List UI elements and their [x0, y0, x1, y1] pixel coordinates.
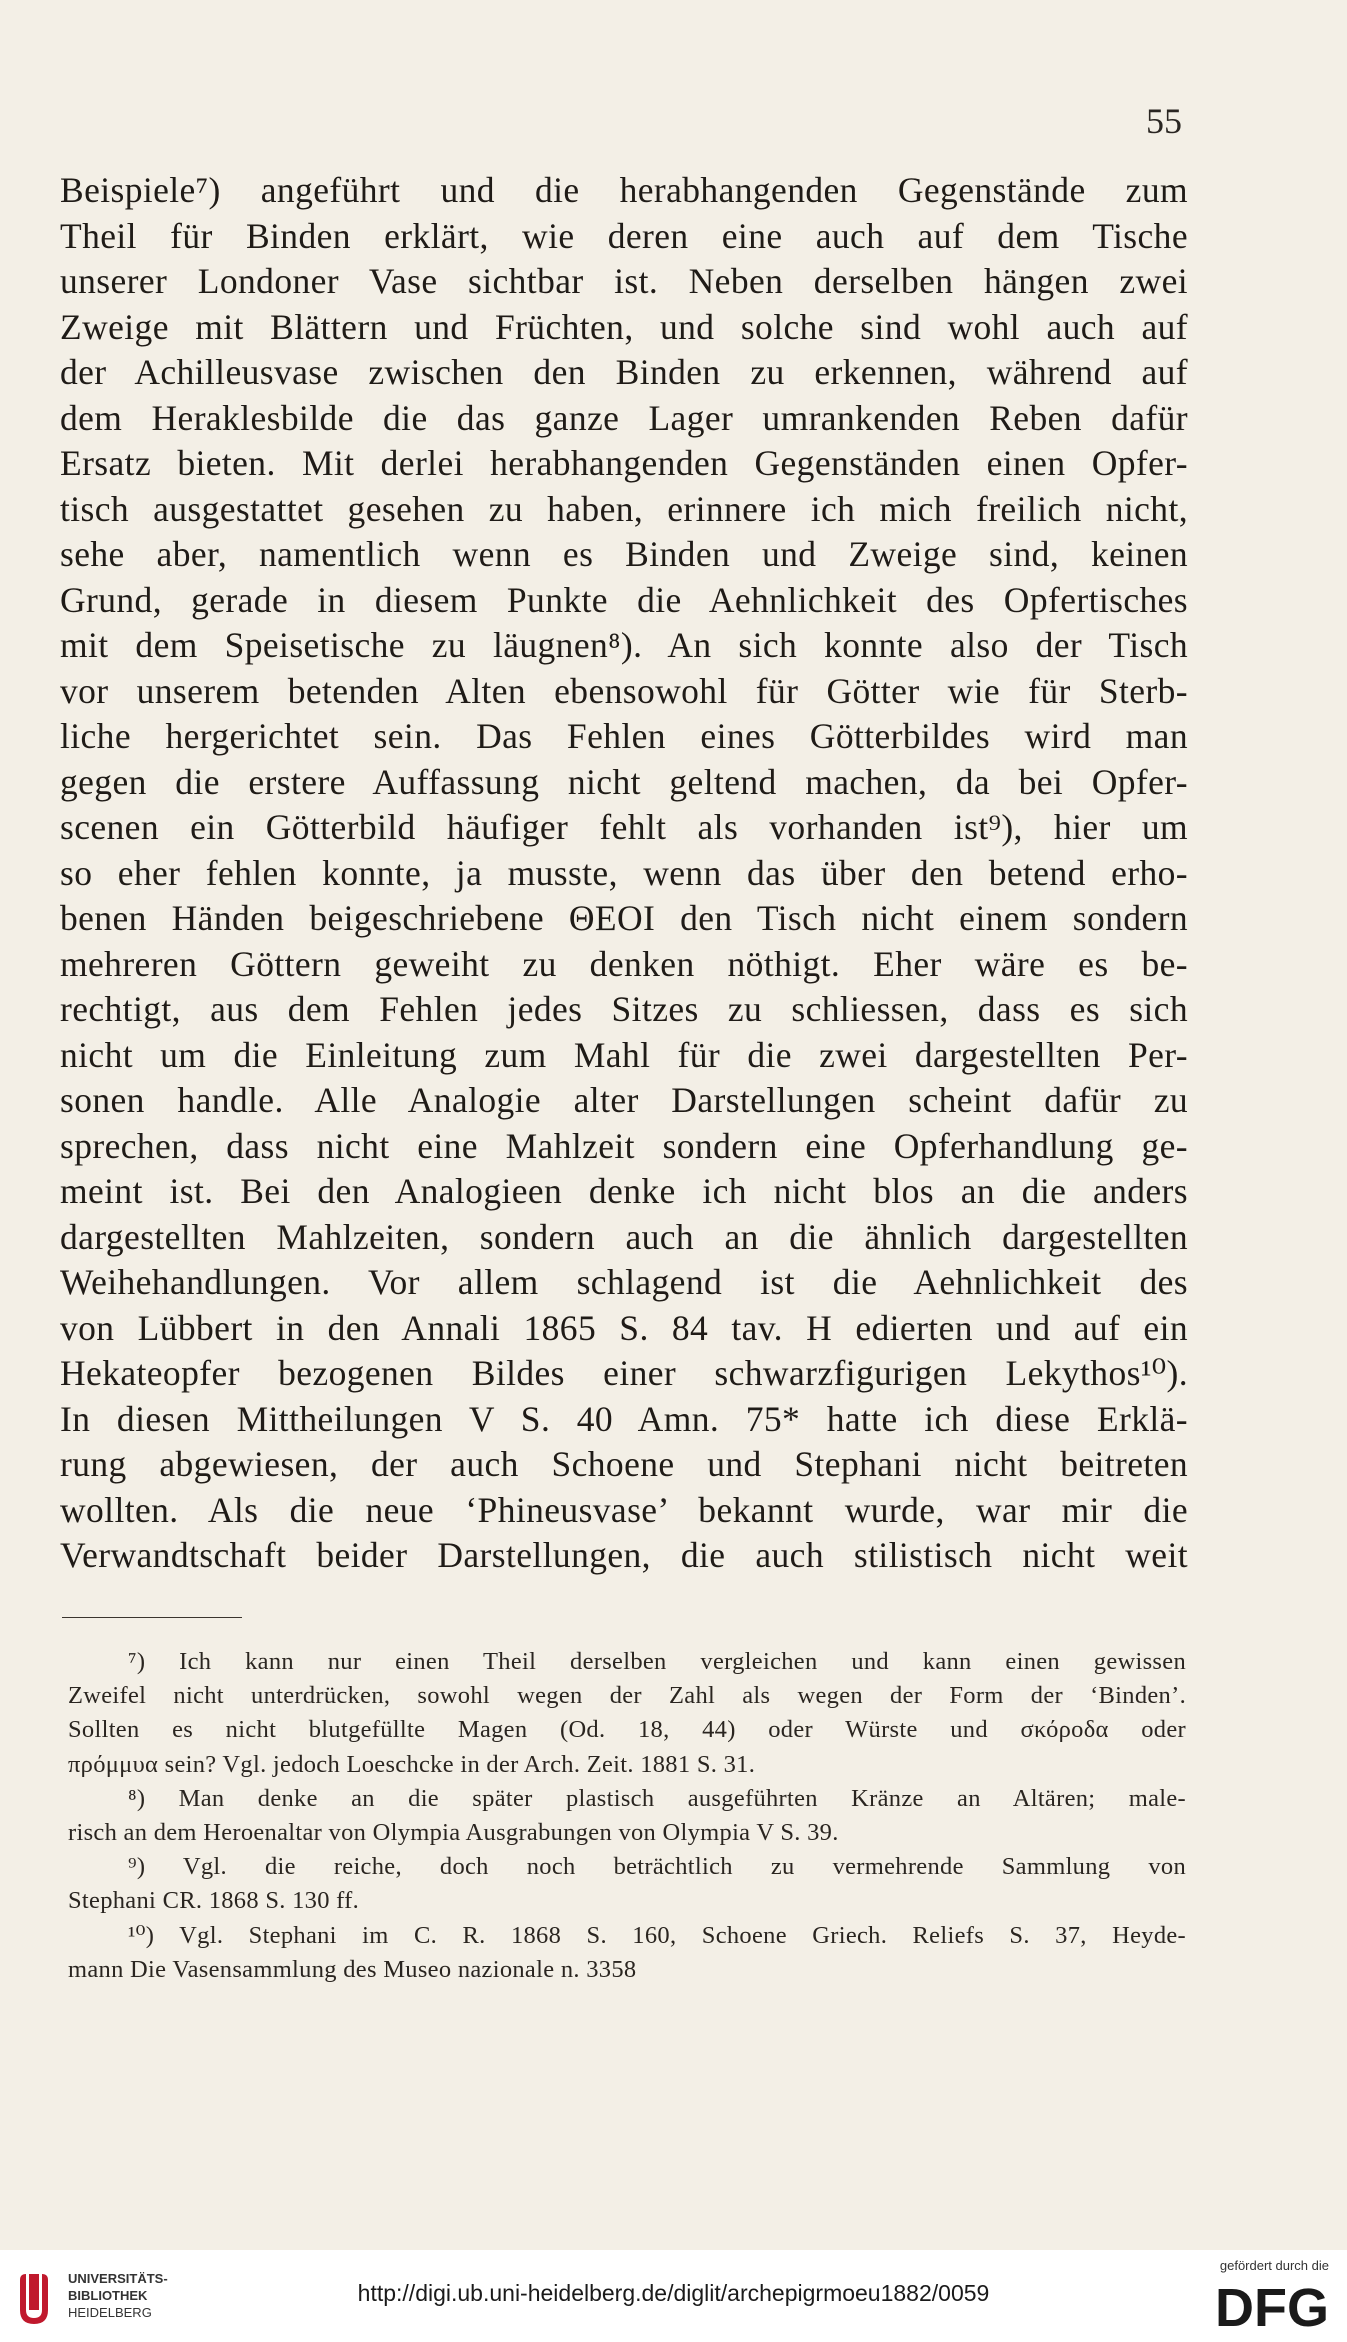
footnote-line: Stephani CR. 1868 S. 130 ff. [68, 1887, 360, 1915]
body-line: Weihehandlungen. Vor allem schlagend ist die Aehnlichkeit des [60, 1262, 1188, 1302]
body-line: Hekateopfer bezogenen Bildes einer schwarzfigurigen Lekythos¹⁰). [60, 1353, 1188, 1393]
body-line: wollten. Als die neue ‘Phineusvase’ bekannt wurde, war mir die [60, 1489, 1188, 1530]
body-line: sprechen, dass nicht eine Mahlzeit sondern eine Opferhandlung ge- [60, 1125, 1188, 1166]
body-line: liche hergerichtet sein. Das Fehlen eines Götterbildes wird man [60, 716, 1188, 756]
footnote-line: mann Die Vasensammlung des Museo nazionale n. 3358 [68, 1955, 637, 1983]
body-line: rung abgewiesen, der auch Schoene und Stephani nicht beitreten [60, 1444, 1188, 1484]
footnote-line: ⁷) Ich kann nur einen Theil derselben vergleichen und kann einen gewissen [128, 1648, 1186, 1675]
footnote-line: ⁸) Man denke an die später plastisch ausgeführten Kränze an Altären; male- [128, 1784, 1186, 1812]
body-line: dem Heraklesbilde die das ganze Lager umrankenden Reben dafür [60, 397, 1188, 438]
body-line: Beispiele⁷) angeführt und die herabhangenden Gegenstände zum [60, 170, 1188, 210]
footnotes [68, 1645, 1186, 1987]
body-line: nicht um die Einleitung zum Mahl für die zwei dargestellten Per- [60, 1034, 1188, 1075]
body-line: scenen ein Götterbild häufiger fehlt als vorhanden ist⁹), hier um [60, 807, 1188, 847]
library-name: UNIVERSITÄTS- BIBLIOTHEK HEIDELBERG [68, 2271, 168, 2320]
body-line: Grund, gerade in diesem Punkte die Aehnlichkeit des Opfertisches [60, 579, 1188, 620]
footnote-line: ¹⁰) Vgl. Stephani im C. R. 1868 S. 160, Schoene Griech. Reliefs S. 37, Heyde- [128, 1921, 1186, 1949]
footnote-line: πρόμμυα sein? Vgl. jedoch Loeschcke in der Arch. Zeit. 1881 S. 31. [68, 1750, 756, 1778]
body-line: Verwandtschaft beider Darstellungen, die auch stilistisch nicht weit [60, 1535, 1188, 1575]
body-line: unserer Londoner Vase sichtbar ist. Neben derselben hängen zwei [60, 261, 1188, 301]
footer-bar [0, 2250, 1347, 2342]
page-number: 55 [1146, 101, 1182, 141]
body-line: tisch ausgestattet gesehen zu haben, erinnere ich mich freilich nicht, [60, 488, 1188, 529]
body-line: gegen die erstere Auffassung nicht geltend machen, da bei Opfer- [60, 761, 1188, 802]
body-line: vor unserem betenden Alten ebensowohl für Götter wie für Sterb- [60, 670, 1188, 711]
body-line: so eher fehlen konnte, ja musste, wenn das über den betend erho- [60, 852, 1188, 893]
body-line: Theil für Binden erklärt, wie deren eine auch auf dem Tische [60, 215, 1188, 256]
body-line: sehe aber, namentlich wenn es Binden und Zweige sind, keinen [60, 534, 1188, 574]
body-line: meint ist. Bei den Analogieen denke ich nicht blos an die anders [60, 1171, 1188, 1211]
body-line: rechtigt, aus dem Fehlen jedes Sitzes zu schliessen, dass es sich [60, 989, 1188, 1029]
footnote-divider [62, 1617, 242, 1618]
source-url-link[interactable]: http://digi.ub.uni-heidelberg.de/diglit/archepigrmoeu1882/0059 [357, 2280, 990, 2306]
body-line: sonen handle. Alle Analogie alter Darstellungen scheint dafür zu [60, 1080, 1188, 1120]
body-line: von Lübbert in den Annali 1865 S. 84 tav. H edierten und auf ein [60, 1307, 1188, 1348]
body-line: mehreren Göttern geweiht zu denken nöthigt. Eher wäre es be- [60, 943, 1188, 984]
body-line: benen Händen beigeschriebene ΘΕΟΙ den Tisch nicht einem sondern [60, 898, 1188, 938]
body-text [60, 168, 1188, 1579]
dfg-caption: gefördert durch die [1219, 2258, 1329, 2273]
body-line: mit dem Speisetische zu läugnen⁸). An sich konnte also der Tisch [60, 625, 1188, 665]
body-line: In diesen Mittheilungen V S. 40 Amn. 75* hatte ich diese Erklä- [60, 1398, 1188, 1439]
dfg-funding [1189, 2258, 1329, 2338]
body-line: dargestellten Mahlzeiten, sondern auch an die ähnlich dargestellten [60, 1216, 1188, 1257]
footnote-line: Sollten es nicht blutgefüllte Magen (Od. 18, 44) oder Würste und σκόροδα oder [68, 1716, 1186, 1744]
svg-text:DFG: DFG [1215, 2280, 1329, 2332]
dfg-logo-icon [1203, 2280, 1329, 2332]
body-line: der Achilleusvase zwischen den Binden zu erkennen, während auf [60, 352, 1188, 392]
footnote-line: risch an dem Heroenaltar von Olympia Ausgrabungen von Olympia V S. 39. [68, 1818, 839, 1846]
body-line: Ersatz bieten. Mit derlei herabhangenden Gegenständen einen Opfer- [60, 443, 1188, 483]
body-line: Zweige mit Blättern und Früchten, und solche sind wohl auch auf [60, 306, 1188, 347]
footnote-line: Zweifel nicht unterdrücken, sowohl wegen der Zahl als wegen der Form der ‘Binden’. [68, 1682, 1186, 1710]
footnote-line: ⁹) Vgl. die reiche, doch noch beträchtlich zu vermehrende Sammlung von [128, 1853, 1186, 1881]
